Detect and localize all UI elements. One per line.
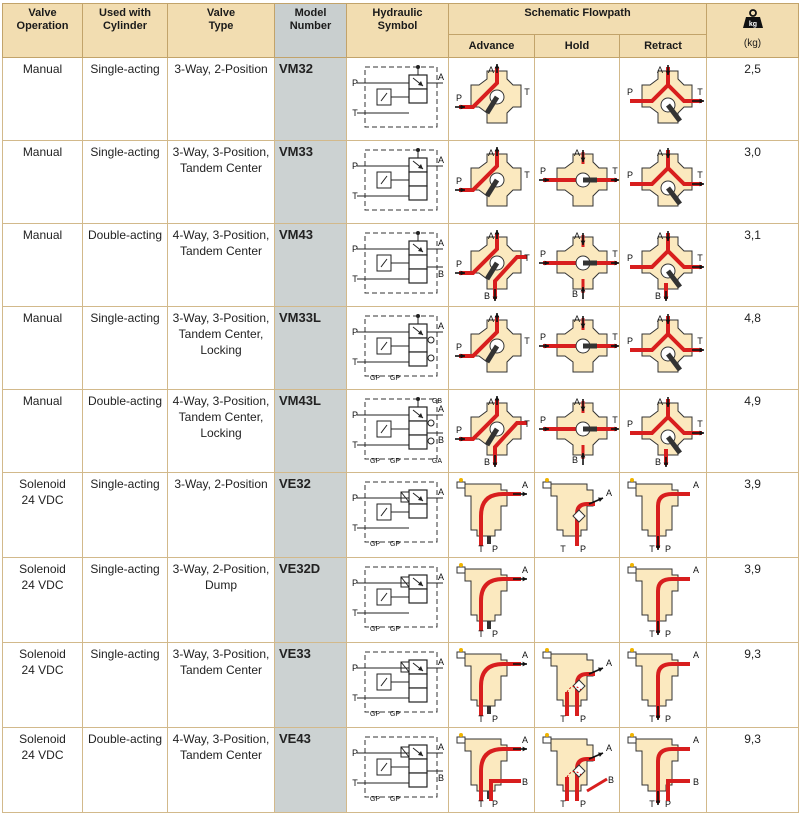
- port-label-gp: GP: [389, 375, 400, 382]
- port-label-t: T: [697, 87, 703, 97]
- port-label-p: P: [626, 87, 634, 97]
- header-hydraulic-symbol: Hydraulic Symbol: [347, 4, 449, 58]
- port-label-t: T: [524, 87, 530, 97]
- port-label-a: A: [656, 397, 664, 407]
- port-label-t: T: [478, 714, 484, 724]
- header-weight: [707, 4, 799, 58]
- port-label-gp: GP: [389, 458, 400, 465]
- valve-operation-cell: Manual: [3, 390, 83, 473]
- cylinder-cell: Double-acting: [83, 390, 168, 473]
- valve-type-cell: 3-Way, 3-Position, Tandem Center: [168, 643, 275, 728]
- weight-unit: (kg): [743, 38, 762, 49]
- port-label-t: T: [524, 253, 530, 263]
- flowpath-diagram: [451, 227, 535, 303]
- port-label-a: A: [692, 565, 700, 575]
- model-number-cell: VM33L: [275, 307, 347, 390]
- cylinder-cell: Single-acting: [83, 307, 168, 390]
- hydraulic-symbol-diagram: [351, 310, 445, 384]
- port-label-a: A: [487, 231, 495, 241]
- header-advance: Advance: [449, 35, 535, 58]
- valve-operation-cell: Manual: [3, 307, 83, 390]
- weight-cell: 4,8: [707, 307, 799, 390]
- port-label-gp: GP: [389, 541, 400, 548]
- port-label-t: T: [649, 629, 655, 639]
- valve-type-cell: 3-Way, 2-Position: [168, 473, 275, 558]
- port-label-a: A: [573, 314, 581, 324]
- hold-flowpath-cell: [535, 643, 620, 728]
- hydraulic-symbol-cell: [347, 643, 449, 728]
- port-label-a: A: [692, 650, 700, 660]
- valve-operation-cell: Manual: [3, 58, 83, 141]
- port-label-t: T: [351, 274, 358, 284]
- advance-flowpath-cell: [449, 224, 535, 307]
- port-label-p: P: [455, 176, 463, 186]
- advance-flowpath-cell: [449, 390, 535, 473]
- hydraulic-symbol-cell: [347, 58, 449, 141]
- port-label-p: P: [491, 714, 499, 724]
- table-row: [3, 643, 799, 728]
- port-label-p: P: [579, 799, 587, 809]
- svg-text:kg: kg: [748, 21, 757, 28]
- flowpath-diagram: [537, 144, 621, 220]
- port-label-ga: GA: [431, 458, 442, 465]
- valve-operation-cell: Manual: [3, 141, 83, 224]
- valve-operation-cell: Solenoid 24 VDC: [3, 473, 83, 558]
- port-label-t: T: [560, 799, 566, 809]
- advance-flowpath-cell: [449, 558, 535, 643]
- port-label-p: P: [351, 410, 358, 420]
- port-label-a: A: [437, 487, 444, 497]
- retract-flowpath-cell: [620, 58, 707, 141]
- port-label-a: A: [573, 231, 581, 241]
- port-label-b: B: [521, 777, 529, 787]
- flowpath-diagram: [451, 561, 535, 639]
- port-label-b: B: [437, 773, 444, 783]
- header-valve-type: Valve Type: [168, 4, 275, 58]
- port-label-a: A: [521, 565, 529, 575]
- weight-cell: 3,0: [707, 141, 799, 224]
- flowpath-diagram: [451, 646, 535, 724]
- port-label-t: T: [697, 253, 703, 263]
- port-label-t: T: [351, 693, 358, 703]
- hold-flowpath-cell: [535, 390, 620, 473]
- port-label-t: T: [478, 799, 484, 809]
- port-label-p: P: [539, 249, 547, 259]
- flowpath-diagram: [451, 144, 535, 220]
- valve-type-cell: 4-Way, 3-Position, Tandem Center: [168, 728, 275, 813]
- port-label-b: B: [571, 455, 579, 465]
- weight-cell: 9,3: [707, 643, 799, 728]
- weight-cell: 4,9: [707, 390, 799, 473]
- port-label-p: P: [351, 327, 358, 337]
- port-label-t: T: [351, 440, 358, 450]
- port-label-t: T: [612, 166, 618, 176]
- header-retract: Retract: [620, 35, 707, 58]
- weight-cell: 9,3: [707, 728, 799, 813]
- flowpath-diagram: [622, 646, 706, 724]
- port-label-a: A: [605, 658, 613, 668]
- port-label-p: P: [626, 419, 634, 429]
- port-label-b: B: [483, 457, 491, 467]
- retract-flowpath-cell: [620, 558, 707, 643]
- valve-type-cell: 3-Way, 2-Position, Dump: [168, 558, 275, 643]
- port-label-t: T: [351, 357, 358, 367]
- port-label-t: T: [524, 419, 530, 429]
- port-label-t: T: [524, 170, 530, 180]
- port-label-t: T: [649, 714, 655, 724]
- port-label-b: B: [571, 289, 579, 299]
- port-label-a: A: [692, 480, 700, 490]
- port-label-a: A: [437, 238, 444, 248]
- port-label-t: T: [478, 544, 484, 554]
- model-number-cell: VM43: [275, 224, 347, 307]
- port-label-b: B: [654, 457, 662, 467]
- flowpath-diagram: [537, 646, 621, 724]
- port-label-b: B: [483, 291, 491, 301]
- port-label-p: P: [664, 544, 672, 554]
- port-label-b: B: [437, 269, 444, 279]
- port-label-t: T: [524, 336, 530, 346]
- flowpath-diagram: [451, 393, 535, 469]
- port-label-t: T: [351, 523, 358, 533]
- table-row: [3, 558, 799, 643]
- valve-operation-cell: Solenoid 24 VDC: [3, 728, 83, 813]
- valve-operation-cell: Solenoid 24 VDC: [3, 558, 83, 643]
- flowpath-diagram: [451, 731, 535, 809]
- hydraulic-symbol-diagram: [351, 731, 445, 805]
- port-label-p: P: [626, 336, 634, 346]
- hold-flowpath-cell: [535, 58, 620, 141]
- hydraulic-symbol-cell: [347, 141, 449, 224]
- valve-type-cell: 4-Way, 3-Position, Tandem Center: [168, 224, 275, 307]
- port-label-p: P: [539, 166, 547, 176]
- flowpath-diagram: [537, 310, 621, 386]
- port-label-p: P: [455, 259, 463, 269]
- hydraulic-symbol-diagram: [351, 144, 445, 218]
- table-row: [3, 58, 799, 141]
- port-label-a: A: [437, 321, 444, 331]
- port-label-t: T: [697, 336, 703, 346]
- port-label-a: A: [437, 572, 444, 582]
- port-label-t: T: [560, 544, 566, 554]
- port-label-a: A: [573, 148, 581, 158]
- table-row: [3, 307, 799, 390]
- port-label-a: A: [437, 742, 444, 752]
- port-label-t: T: [649, 799, 655, 809]
- cylinder-cell: Single-acting: [83, 141, 168, 224]
- hold-flowpath-cell: [535, 224, 620, 307]
- model-number-cell: VE33: [275, 643, 347, 728]
- header-schematic-flowpath: Schematic Flowpath: [449, 4, 707, 35]
- port-label-a: A: [521, 480, 529, 490]
- port-label-gp: GP: [369, 796, 380, 803]
- hydraulic-symbol-diagram: [351, 227, 445, 301]
- hold-flowpath-cell: [535, 307, 620, 390]
- model-number-cell: VE32: [275, 473, 347, 558]
- port-label-t: T: [612, 249, 618, 259]
- header-valve-operation: Valve Operation: [3, 4, 83, 58]
- port-label-t: T: [351, 108, 358, 118]
- port-label-a: A: [437, 72, 444, 82]
- flowpath-diagram: [622, 310, 706, 386]
- hydraulic-symbol-cell: [347, 224, 449, 307]
- flowpath-diagram: [622, 476, 706, 554]
- port-label-gp: GP: [369, 711, 380, 718]
- cylinder-cell: Double-acting: [83, 224, 168, 307]
- header-hold: Hold: [535, 35, 620, 58]
- table-row: [3, 141, 799, 224]
- port-label-a: A: [573, 397, 581, 407]
- advance-flowpath-cell: [449, 58, 535, 141]
- hold-flowpath-cell: [535, 141, 620, 224]
- retract-flowpath-cell: [620, 307, 707, 390]
- table-body: [3, 58, 799, 813]
- port-label-t: T: [697, 419, 703, 429]
- port-label-t: T: [351, 608, 358, 618]
- port-label-p: P: [351, 161, 358, 171]
- flowpath-diagram: [451, 310, 535, 386]
- port-label-t: T: [649, 544, 655, 554]
- port-label-t: T: [697, 170, 703, 180]
- port-label-p: P: [579, 544, 587, 554]
- model-number-cell: VM33: [275, 141, 347, 224]
- cylinder-cell: Single-acting: [83, 643, 168, 728]
- table-row: [3, 390, 799, 473]
- table-row: [3, 473, 799, 558]
- model-number-cell: VE43: [275, 728, 347, 813]
- port-label-b: B: [692, 777, 700, 787]
- port-label-p: P: [664, 799, 672, 809]
- hold-flowpath-cell: [535, 473, 620, 558]
- port-label-gp: GP: [369, 458, 380, 465]
- valve-type-cell: 3-Way, 2-Position: [168, 58, 275, 141]
- port-label-a: A: [605, 488, 613, 498]
- cylinder-cell: Double-acting: [83, 728, 168, 813]
- advance-flowpath-cell: [449, 307, 535, 390]
- retract-flowpath-cell: [620, 224, 707, 307]
- port-label-a: A: [437, 404, 444, 414]
- port-label-t: T: [612, 332, 618, 342]
- model-number-cell: VM43L: [275, 390, 347, 473]
- port-label-p: P: [351, 493, 358, 503]
- port-label-p: P: [491, 544, 499, 554]
- retract-flowpath-cell: [620, 643, 707, 728]
- port-label-a: A: [692, 735, 700, 745]
- flowpath-diagram: [622, 561, 706, 639]
- hydraulic-symbol-diagram: [351, 561, 445, 635]
- retract-flowpath-cell: [620, 141, 707, 224]
- cylinder-cell: Single-acting: [83, 58, 168, 141]
- weight-cell: 2,5: [707, 58, 799, 141]
- valve-operation-cell: Manual: [3, 224, 83, 307]
- hydraulic-symbol-cell: [347, 390, 449, 473]
- port-label-p: P: [626, 170, 634, 180]
- port-label-a: A: [487, 148, 495, 158]
- flowpath-diagram: [451, 61, 535, 137]
- port-label-t: T: [478, 629, 484, 639]
- cylinder-cell: Single-acting: [83, 473, 168, 558]
- port-label-p: P: [626, 253, 634, 263]
- valve-type-cell: 3-Way, 3-Position, Tandem Center: [168, 141, 275, 224]
- valve-spec-table: [2, 3, 799, 813]
- flowpath-diagram: [537, 731, 621, 809]
- port-label-t: T: [560, 714, 566, 724]
- cylinder-cell: Single-acting: [83, 558, 168, 643]
- port-label-p: P: [455, 93, 463, 103]
- port-label-t: T: [351, 778, 358, 788]
- hydraulic-symbol-diagram: [351, 393, 445, 467]
- port-label-p: P: [491, 799, 499, 809]
- valve-operation-cell: Solenoid 24 VDC: [3, 643, 83, 728]
- port-label-p: P: [351, 663, 358, 673]
- hydraulic-symbol-diagram: [351, 476, 445, 550]
- port-label-b: B: [654, 291, 662, 301]
- port-label-p: P: [491, 629, 499, 639]
- flowpath-diagram: [451, 476, 535, 554]
- port-label-gp: GP: [389, 626, 400, 633]
- flowpath-diagram: [622, 393, 706, 469]
- port-label-gp: GP: [389, 796, 400, 803]
- port-label-gp: GP: [389, 711, 400, 718]
- weight-cell: 3,9: [707, 473, 799, 558]
- port-label-b: B: [437, 435, 444, 445]
- port-label-a: A: [605, 743, 613, 753]
- port-label-p: P: [539, 415, 547, 425]
- port-label-p: P: [351, 78, 358, 88]
- port-label-p: P: [664, 629, 672, 639]
- port-label-a: A: [521, 735, 529, 745]
- port-label-a: A: [437, 657, 444, 667]
- hydraulic-symbol-cell: [347, 558, 449, 643]
- port-label-a: A: [487, 314, 495, 324]
- valve-type-cell: 3-Way, 3-Position, Tandem Center, Locking: [168, 307, 275, 390]
- flowpath-diagram: [537, 476, 621, 554]
- flowpath-diagram: [622, 61, 706, 137]
- advance-flowpath-cell: [449, 473, 535, 558]
- port-label-p: P: [351, 748, 358, 758]
- port-label-t: T: [351, 191, 358, 201]
- advance-flowpath-cell: [449, 643, 535, 728]
- port-label-p: P: [351, 578, 358, 588]
- port-label-a: A: [521, 650, 529, 660]
- retract-flowpath-cell: [620, 473, 707, 558]
- flowpath-diagram: [537, 393, 621, 469]
- model-number-cell: VE32D: [275, 558, 347, 643]
- valve-type-cell: 4-Way, 3-Position, Tandem Center, Locking: [168, 390, 275, 473]
- weight-cell: 3,9: [707, 558, 799, 643]
- port-label-a: A: [656, 65, 664, 75]
- flowpath-diagram: [622, 731, 706, 809]
- retract-flowpath-cell: [620, 390, 707, 473]
- port-label-gp: GP: [369, 375, 380, 382]
- table-row: [3, 224, 799, 307]
- port-label-a: A: [656, 148, 664, 158]
- port-label-p: P: [539, 332, 547, 342]
- flowpath-diagram: [537, 227, 621, 303]
- hold-flowpath-cell: [535, 558, 620, 643]
- flowpath-diagram: [622, 227, 706, 303]
- header-model-number: Model Number: [275, 4, 347, 58]
- port-label-a: A: [437, 155, 444, 165]
- port-label-a: A: [656, 231, 664, 241]
- hydraulic-symbol-diagram: [351, 61, 445, 135]
- port-label-a: A: [487, 397, 495, 407]
- weight-icon: [741, 9, 765, 29]
- port-label-gp: GP: [369, 626, 380, 633]
- flowpath-diagram: [622, 144, 706, 220]
- header-used-with-cylinder: Used with Cylinder: [83, 4, 168, 58]
- model-number-cell: VM32: [275, 58, 347, 141]
- advance-flowpath-cell: [449, 141, 535, 224]
- port-label-gp: GP: [369, 541, 380, 548]
- port-label-p: P: [455, 425, 463, 435]
- hydraulic-symbol-cell: [347, 307, 449, 390]
- port-label-p: P: [351, 244, 358, 254]
- hydraulic-symbol-cell: [347, 473, 449, 558]
- port-label-b: B: [607, 775, 615, 785]
- port-label-p: P: [664, 714, 672, 724]
- port-label-p: P: [455, 342, 463, 352]
- port-label-gb: GB: [431, 398, 442, 405]
- port-label-t: T: [612, 415, 618, 425]
- weight-cell: 3,1: [707, 224, 799, 307]
- port-label-a: A: [656, 314, 664, 324]
- hydraulic-symbol-diagram: [351, 646, 445, 720]
- port-label-p: P: [579, 714, 587, 724]
- port-label-a: A: [487, 65, 495, 75]
